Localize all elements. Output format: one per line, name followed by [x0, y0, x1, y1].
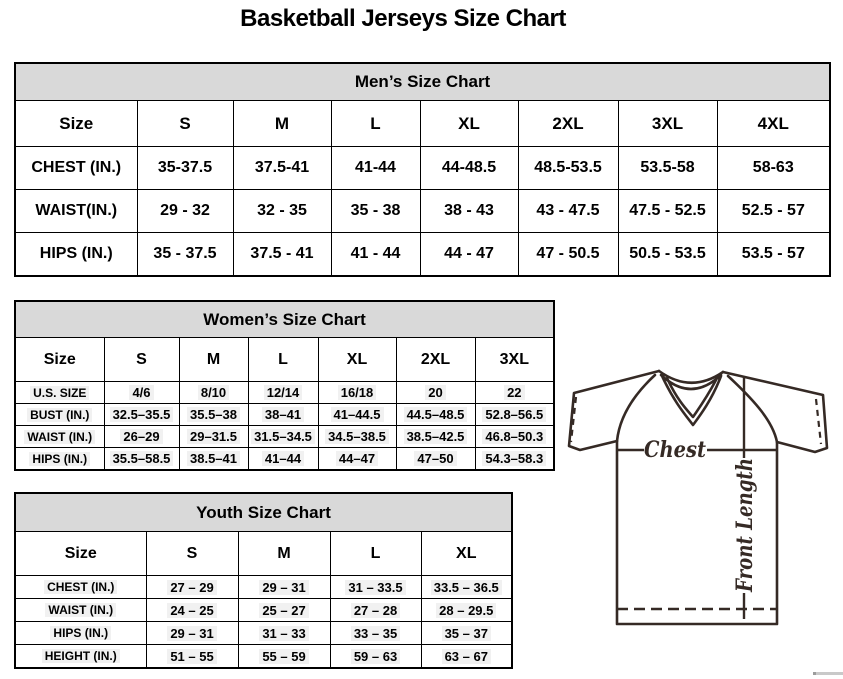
mens-size-table	[14, 62, 831, 277]
mens-row-label: CHEST (IN.)	[31, 159, 122, 176]
youth-col-header-size: Size	[15, 532, 146, 576]
youth-table-row	[15, 622, 512, 645]
womens-cell-value: 26–29	[120, 429, 162, 444]
womens-cell-value: 34.5–38.5	[325, 429, 389, 444]
youth-row-label: WAIST (IN.)	[45, 603, 116, 617]
womens-col-header-m: M	[179, 338, 248, 382]
womens-cell-value: 41–44	[262, 451, 304, 466]
womens-table-row	[15, 426, 554, 448]
jersey-collar	[659, 371, 723, 425]
mens-table-title: Men’s Size Chart	[15, 63, 830, 101]
womens-cell-value: 38–41	[262, 407, 304, 422]
jersey-diagram	[556, 362, 843, 632]
youth-cell-value: 33.5 – 36.5	[431, 580, 502, 595]
womens-col-header-3xl: 3XL	[475, 338, 554, 382]
youth-cell-value: 51 – 55	[167, 649, 216, 664]
mens-col-header-xl: XL	[420, 101, 518, 147]
womens-cell-value: 38.5–42.5	[404, 429, 468, 444]
mens-cell-value: 53.5-58	[640, 159, 695, 176]
youth-cell-value: 27 – 28	[351, 603, 400, 618]
mens-cell-value: 47 - 50.5	[536, 245, 600, 262]
womens-cell-value: 16/18	[338, 385, 377, 400]
youth-row-label: HIPS (IN.)	[50, 626, 111, 640]
youth-cell-value: 31 – 33	[259, 626, 308, 641]
mens-cell-value: 44 - 47	[444, 245, 494, 262]
womens-table-row	[15, 448, 554, 471]
mens-table-row	[15, 147, 830, 190]
womens-cell-value: 41–44.5	[331, 407, 384, 422]
mens-cell-value: 35-37.5	[157, 159, 213, 176]
mens-col-header-m: M	[233, 101, 331, 147]
mens-cell-value: 41-44	[355, 159, 396, 176]
womens-cell-value: 29–31.5	[187, 429, 240, 444]
womens-row-label: U.S. SIZE	[30, 386, 89, 400]
mens-cell-value: 48.5-53.5	[534, 159, 602, 176]
youth-col-header-m: M	[238, 532, 330, 576]
youth-cell-value: 27 – 29	[167, 580, 216, 595]
womens-cell-value: 44.5–48.5	[404, 407, 468, 422]
mens-col-header-2xl: 2XL	[518, 101, 618, 147]
womens-cell-value: 20	[425, 385, 445, 400]
womens-table-title: Women’s Size Chart	[15, 301, 554, 338]
horizontal-scrollbar-thumb[interactable]	[813, 672, 843, 675]
womens-col-header-l: L	[248, 338, 318, 382]
womens-cell-value: 46.8–50.3	[482, 429, 546, 444]
youth-cell-value: 63 – 67	[442, 649, 491, 664]
front-length-label: Front Length	[732, 429, 758, 592]
mens-cell-value: 35 - 38	[350, 202, 401, 219]
womens-col-header-s: S	[104, 338, 179, 382]
womens-row-label: HIPS (IN.)	[29, 452, 90, 466]
womens-cell-value: 35.5–38	[187, 407, 240, 422]
mens-cell-value: 29 - 32	[160, 202, 210, 219]
mens-table-row	[15, 233, 830, 277]
womens-cell-value: 54.3–58.3	[482, 451, 546, 466]
jersey-right-sleeve	[723, 372, 827, 452]
mens-col-header-s: S	[137, 101, 233, 147]
mens-cell-value: 37.5 - 41	[250, 245, 314, 262]
womens-size-table	[14, 300, 555, 471]
mens-cell-value: 58-63	[752, 159, 794, 176]
mens-cell-value: 50.5 - 53.5	[629, 245, 706, 262]
mens-col-header-l: L	[331, 101, 420, 147]
mens-col-header-3xl: 3XL	[618, 101, 717, 147]
womens-col-header-xl: XL	[318, 338, 396, 382]
womens-cell-value: 47–50	[414, 451, 456, 466]
youth-size-table	[14, 492, 513, 669]
jersey-armhole-seam-left	[617, 375, 655, 441]
mens-cell-value: 44-48.5	[441, 159, 497, 176]
womens-cell-value: 22	[504, 385, 524, 400]
womens-cell-value: 12/14	[264, 385, 303, 400]
youth-cell-value: 24 – 25	[167, 603, 216, 618]
mens-cell-value: 37.5-41	[254, 159, 310, 176]
mens-cell-value: 47.5 - 52.5	[629, 202, 706, 219]
womens-col-header-size: Size	[15, 338, 104, 382]
youth-cell-value: 55 – 59	[259, 649, 308, 664]
womens-row-label: BUST (IN.)	[27, 408, 92, 422]
youth-table-row	[15, 645, 512, 669]
womens-cell-value: 8/10	[198, 385, 229, 400]
womens-col-header-2xl: 2XL	[396, 338, 475, 382]
mens-row-label: WAIST(IN.)	[35, 202, 118, 219]
womens-table-row	[15, 404, 554, 426]
youth-col-header-s: S	[146, 532, 238, 576]
mens-row-label: HIPS (IN.)	[39, 245, 113, 262]
womens-cell-value: 38.5–41	[187, 451, 240, 466]
youth-cell-value: 25 – 27	[259, 603, 308, 618]
womens-cell-value: 4/6	[129, 385, 153, 400]
womens-cell-value: 31.5–34.5	[251, 429, 315, 444]
mens-cell-value: 38 - 43	[444, 202, 494, 219]
cuff-dashed-line-right	[816, 399, 821, 444]
youth-cell-value: 59 – 63	[351, 649, 400, 664]
youth-table-row	[15, 599, 512, 622]
chest-label: Chest	[644, 437, 706, 463]
mens-table-row	[15, 190, 830, 233]
womens-cell-value: 44–47	[336, 451, 378, 466]
mens-col-header-size: Size	[15, 101, 137, 147]
youth-col-header-xl: XL	[421, 532, 512, 576]
womens-cell-value: 52.8–56.5	[482, 407, 546, 422]
womens-table-row	[15, 382, 554, 404]
womens-cell-value: 32.5–35.5	[110, 407, 174, 422]
youth-cell-value: 31 – 33.5	[345, 580, 405, 595]
youth-cell-value: 35 – 37	[442, 626, 491, 641]
mens-cell-value: 41 - 44	[350, 245, 401, 262]
mens-col-header-4xl: 4XL	[717, 101, 830, 147]
womens-row-label: WAIST (IN.)	[24, 430, 95, 444]
mens-cell-value: 43 - 47.5	[536, 202, 600, 219]
mens-cell-value: 35 - 37.5	[153, 245, 217, 262]
youth-cell-value: 33 – 35	[351, 626, 400, 641]
page-title: Basketball Jerseys Size Chart	[240, 5, 566, 32]
jersey-armhole-seam-right	[728, 376, 777, 442]
youth-row-label: CHEST (IN.)	[44, 580, 117, 594]
youth-cell-value: 29 – 31	[259, 580, 308, 595]
youth-cell-value: 29 – 31	[167, 626, 216, 641]
mens-cell-value: 53.5 - 57	[741, 245, 805, 262]
womens-cell-value: 35.5–58.5	[110, 451, 174, 466]
youth-col-header-l: L	[330, 532, 421, 576]
youth-cell-value: 28 – 29.5	[436, 603, 496, 618]
mens-cell-value: 52.5 - 57	[741, 202, 805, 219]
youth-table-title: Youth Size Chart	[15, 493, 512, 532]
youth-table-row	[15, 576, 512, 599]
youth-row-label: HEIGHT (IN.)	[42, 649, 120, 663]
mens-cell-value: 32 - 35	[257, 202, 307, 219]
